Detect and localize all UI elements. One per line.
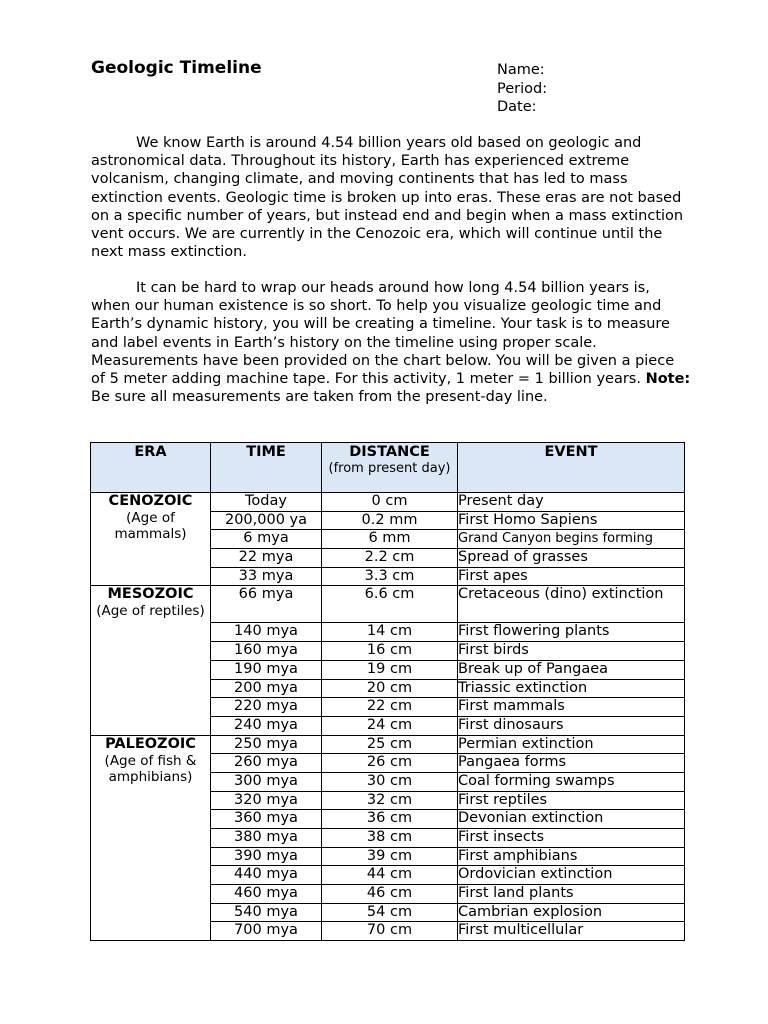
distance-cell: 46 cm [322,885,458,904]
era-description: (Age of reptiles) [96,603,205,620]
event-cell: First flowering plants [458,623,685,642]
time-cell: 700 mya [211,922,322,941]
distance-cell: 24 cm [322,716,458,735]
era-description: (Age of fish & amphibians) [104,752,197,785]
table-header-row [91,443,685,493]
instructions-text: It can be hard to wrap our heads around how long 4.54 billion years is, when our human existence is so short. To help you visualize geologic time and Earth’s dynamic history, you will be creating a timeline. Your task is to measure and label events in Earth’s history on the timeline using proper scale. Measurements have been provided on the chart below. You will be given a piece of 5 meter adding machine tape. For this activity, 1 meter = 1 billion years. [91,280,675,388]
header-distance-label: DISTANCE [349,444,430,460]
distance-cell: 22 cm [322,698,458,717]
time-cell: 140 mya [211,623,322,642]
distance-cell: 0 cm [322,493,458,512]
time-cell: 66 mya [211,586,322,623]
time-cell: 200,000 ya [211,511,322,530]
table-row [91,735,685,754]
distance-cell: 36 cm [322,810,458,829]
distance-cell: 19 cm [322,660,458,679]
distance-cell: 25 cm [322,735,458,754]
era-cell-cenozoic [91,493,211,586]
intro-text: We know Earth is around 4.54 billion years old based on geologic and astronomical data. Throughout its history, Earth has experienced extreme volcanism, changing climate, and moving continents that has led to mass extinction events. Geologic time is broken up into eras. These eras are not based on a specific number of years, but instead end and begin when a mass extinction vent occurs. We are currently in the Cenozoic era, which will continue until the next mass extinction. [91,135,684,261]
time-cell: 300 mya [211,772,322,791]
era-name: CENOZOIC [108,493,193,509]
note-text: Be sure all measurements are taken from the present-day line. [91,389,548,406]
time-cell: 260 mya [211,754,322,773]
time-cell: Today [211,493,322,512]
distance-cell: 39 cm [322,847,458,866]
event-cell: Present day [458,493,685,512]
distance-cell: 2.2 cm [322,549,458,568]
event-cell: First apes [458,567,685,586]
distance-cell: 14 cm [322,623,458,642]
event-cell: Devonian extinction [458,810,685,829]
distance-cell: 16 cm [322,642,458,661]
time-cell: 33 mya [211,567,322,586]
event-cell: First mammals [458,698,685,717]
time-cell: 250 mya [211,735,322,754]
header-event: EVENT [458,443,685,493]
intro-paragraph [91,134,691,261]
time-cell: 460 mya [211,885,322,904]
instructions-paragraph [91,279,691,406]
time-cell: 200 mya [211,679,322,698]
time-cell: 360 mya [211,810,322,829]
event-cell: Spread of grasses [458,549,685,568]
distance-cell: 30 cm [322,772,458,791]
event-cell: First land plants [458,885,685,904]
student-info-fields [497,61,547,117]
name-label: Name: [497,62,545,78]
distance-cell: 3.3 cm [322,567,458,586]
event-cell: First reptiles [458,791,685,810]
distance-cell: 70 cm [322,922,458,941]
header-era: ERA [91,443,211,493]
event-cell: Cambrian explosion [458,903,685,922]
header-time: TIME [211,443,322,493]
event-cell: Cretaceous (dino) extinction [458,586,685,623]
distance-cell: 6.6 cm [322,586,458,623]
table-row [91,493,685,512]
time-cell: 440 mya [211,866,322,885]
distance-cell: 32 cm [322,791,458,810]
era-cell-paleozoic [91,735,211,941]
period-label: Period: [497,80,548,97]
geologic-timeline-table [90,442,685,941]
event-cell: Triassic extinction [458,679,685,698]
distance-cell: 26 cm [322,754,458,773]
event-cell: First insects [458,829,685,848]
header-distance [322,443,458,493]
table-row [91,586,685,623]
time-cell: 160 mya [211,642,322,661]
event-cell: First dinosaurs [458,716,685,735]
distance-cell: 20 cm [322,679,458,698]
event-cell: First birds [458,642,685,661]
era-cell-mesozoic [91,586,211,735]
distance-cell: 54 cm [322,903,458,922]
event-cell: Ordovician extinction [458,866,685,885]
era-description: (Age of mammals) [114,510,187,542]
time-cell: 380 mya [211,829,322,848]
note-label: Note: [645,371,691,388]
time-cell: 540 mya [211,903,322,922]
era-name: MESOZOIC [107,586,194,603]
time-cell: 22 mya [211,549,322,568]
date-label: Date: [497,99,537,115]
distance-cell: 38 cm [322,829,458,848]
event-cell: Coal forming swamps [458,772,685,791]
page-title: Geologic Timeline [91,58,262,78]
event-cell: Grand Canyon begins forming [458,530,685,549]
event-cell: First Homo Sapiens [458,511,685,530]
event-cell: Break up of Pangaea [458,660,685,679]
era-name: PALEOZOIC [105,735,196,752]
time-cell: 320 mya [211,791,322,810]
distance-cell: 44 cm [322,866,458,885]
time-cell: 240 mya [211,716,322,735]
time-cell: 6 mya [211,530,322,549]
event-cell: First amphibians [458,847,685,866]
time-cell: 220 mya [211,698,322,717]
header-distance-sub: (from present day) [328,461,451,476]
distance-cell: 6 mm [322,530,458,549]
event-cell: Permian extinction [458,735,685,754]
distance-cell: 0.2 mm [322,511,458,530]
event-cell: Pangaea forms [458,754,685,773]
time-cell: 390 mya [211,847,322,866]
event-cell: First multicellular [458,922,685,941]
time-cell: 190 mya [211,660,322,679]
